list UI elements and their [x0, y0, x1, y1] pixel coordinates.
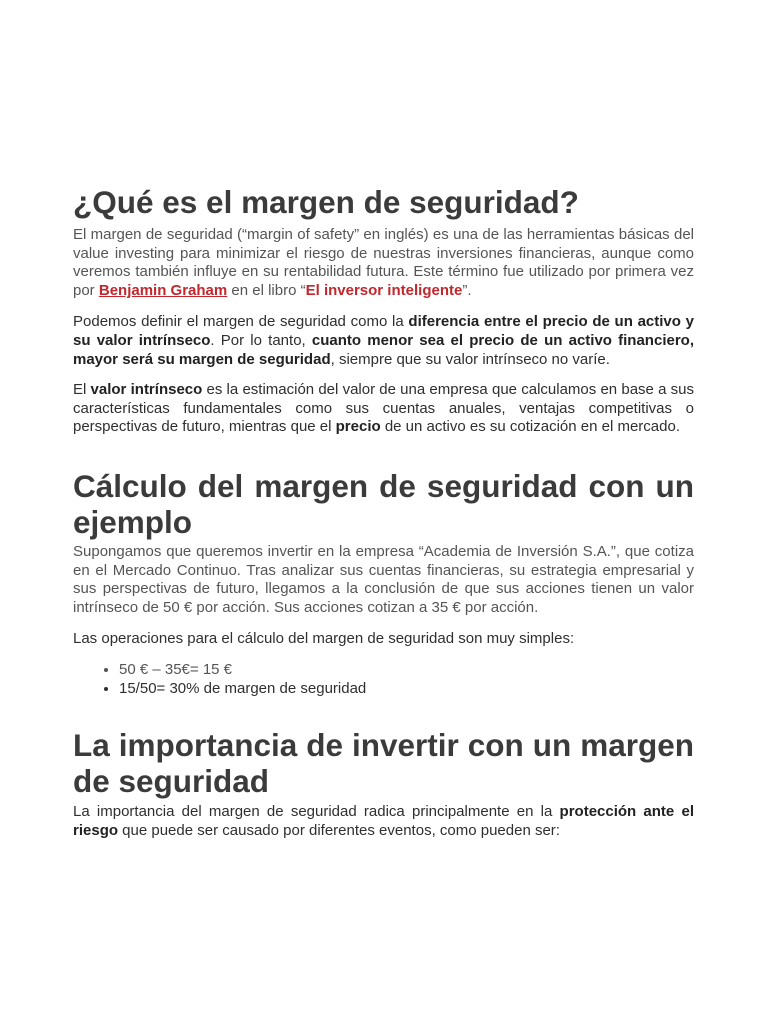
importance-text-1: La importancia del margen de seguridad radica principalmente en la [73, 803, 560, 821]
link-benjamin-graham[interactable]: Benjamin Graham [98, 281, 228, 299]
definition-text-3: , siempre que su valor intrínseco no varíe. [330, 350, 610, 368]
paragraph-example: Supongamos que queremos invertir en la empresa “Academia de Inversión S.A.”, que cotiza en el Mercado Continuo. Tras analizar sus cuentas financieras, su estrategia empresarial y sus perspectivas de futuro, llegamos a la conclusión de que sus acciones tienen un valor intrínseco de 50 € por acción. Sus acciones cotizan a 35 € por acción. [73, 542, 694, 616]
intrinsic-text-1: El [73, 381, 91, 399]
book-title: El inversor inteligente [305, 281, 463, 299]
heading-what-is-margin: ¿Qué es el margen de seguridad? [73, 184, 579, 220]
definition-text-1: Podemos definir el margen de seguridad como la [73, 313, 409, 331]
importance-text-2: que puede ser causado por diferentes eventos, como pueden ser: [118, 821, 560, 839]
definition-text-2: . Por lo tanto, [210, 331, 312, 349]
paragraph-intrinsic-value [73, 381, 694, 437]
intrinsic-bold-2: precio [335, 418, 381, 436]
intrinsic-text-2: es la estimación del valor de una empresa que calculamos en base a sus características fundamentales como sus cuentas anuales, ventajas competitivas o perspectivas de futuro, mientras que el [73, 381, 694, 436]
definition-bold-1: diferencia entre el precio de un activo y su valor intrínseco [73, 313, 694, 349]
definition-bold-2: cuanto menor sea el precio de un activo financiero, mayor será su margen de seguridad [73, 331, 694, 368]
heading-importance: La importancia de invertir con un margen de seguridad [73, 727, 694, 800]
paragraph-definition [73, 313, 694, 369]
importance-bold-1: protección ante el riesgo [73, 803, 694, 839]
list-item: • 50 € – 35€= 15 € [119, 661, 694, 680]
heading-calculation-example: Cálculo del margen de seguridad con un ejemplo [73, 467, 694, 540]
intro-text-b: en el libro “ [227, 281, 306, 299]
operations-list [73, 661, 694, 698]
intrinsic-bold-1: valor intrínseco [90, 381, 203, 399]
article-body [73, 184, 694, 840]
list-item: • 15/50= 30% de margen de seguridad [119, 680, 694, 699]
paragraph-importance [73, 803, 694, 840]
intro-text-a: El margen de seguridad (“margin of safety” en inglés) es una de las herramientas básicas del value investing para minimizar el riesgo de nuestras inversiones financieras, aunque como veremos también influye en su rentabilidad futura. Este término fue utilizado por primera vez por [73, 226, 694, 299]
paragraph-operations: Las operaciones para el cálculo del margen de seguridad son muy simples: [73, 630, 575, 648]
intro-text-c: ”. [462, 281, 472, 299]
intrinsic-text-3: de un activo es su cotización en el mercado. [380, 418, 680, 436]
paragraph-intro [73, 226, 694, 300]
